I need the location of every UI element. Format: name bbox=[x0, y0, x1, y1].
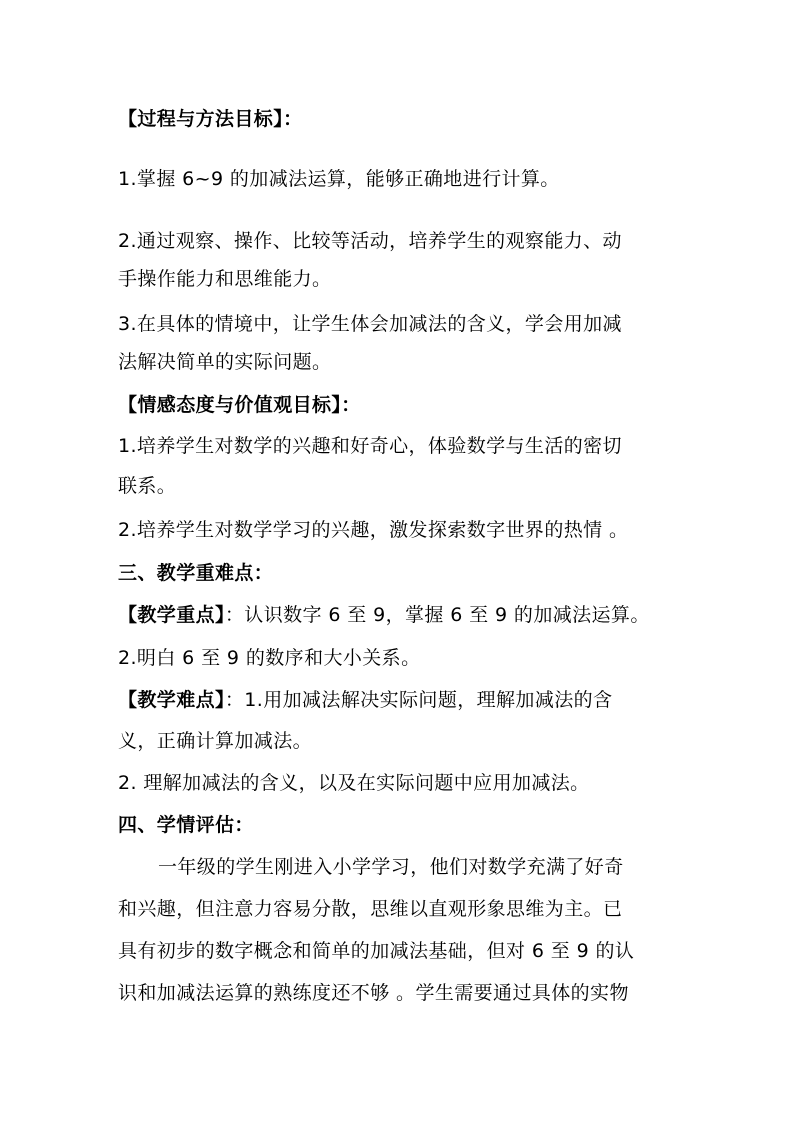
key-point-2: 2.明白 6 至 9 的数序和大小关系。 bbox=[118, 647, 421, 669]
key-point-text: ：认识数字 6 至 9，掌握 6 至 9 的加减法运算。 bbox=[224, 604, 650, 626]
assessment-paragraph-line-3: 具有初步的数字概念和简单的加减法基础，但对 6 至 9 的认 bbox=[118, 940, 635, 962]
heading-process-method-goals: 【过程与方法目标】： bbox=[118, 108, 303, 130]
difficult-point-label: 【教学难点】 bbox=[118, 689, 225, 711]
heading-key-difficult-points: 三、教学重难点： bbox=[118, 562, 274, 584]
difficult-point-2: 2. 理解加减法的含义，以及在实际问题中应用加减法。 bbox=[118, 772, 590, 794]
difficult-point-line bbox=[118, 687, 678, 713]
process-goal-2-line-1: 2.通过观察、操作、比较等活动，培养学生的观察能力、动 bbox=[118, 230, 622, 252]
process-goal-2-line-2: 手操作能力和思维能力。 bbox=[118, 268, 332, 290]
emotion-goal-1-line-1: 1.培养学生对数学的兴趣和好奇心，体验数学与生活的密切 bbox=[118, 435, 622, 457]
assessment-paragraph-line-4: 识和加减法运算的熟练度还不够 。学生需要通过具体的实物 bbox=[118, 982, 629, 1004]
difficult-point-line-2: 义，正确计算加减法。 bbox=[118, 730, 313, 752]
emotion-goal-1-line-2: 联系。 bbox=[118, 475, 177, 497]
process-goal-1: 1.掌握 6~9 的加减法运算，能够正确地进行计算。 bbox=[118, 168, 560, 190]
process-goal-3-line-2: 法解决简单的实际问题。 bbox=[118, 351, 332, 373]
heading-learning-assessment: 四、学情评估： bbox=[118, 814, 254, 836]
emotion-goal-2: 2.培养学生对数学学习的兴趣，激发探索数字世界的热情 。 bbox=[118, 519, 629, 541]
key-point-label: 【教学重点】 bbox=[118, 604, 225, 626]
assessment-paragraph-line-1: 一年级的学生刚进入小学学习，他们对数学充满了好奇 bbox=[158, 856, 624, 878]
key-point-line bbox=[118, 602, 678, 628]
heading-emotion-values-goals: 【情感态度与价值观目标】： bbox=[118, 394, 361, 416]
process-goal-3-line-1: 3.在具体的情境中，让学生体会加减法的含义，学会用加减 bbox=[118, 313, 622, 335]
difficult-point-text: ：1.用加减法解决实际问题，理解加减法的含 bbox=[224, 689, 613, 711]
assessment-paragraph-line-2: 和兴趣，但注意力容易分散，思维以直观形象思维为主。已 bbox=[118, 898, 623, 920]
